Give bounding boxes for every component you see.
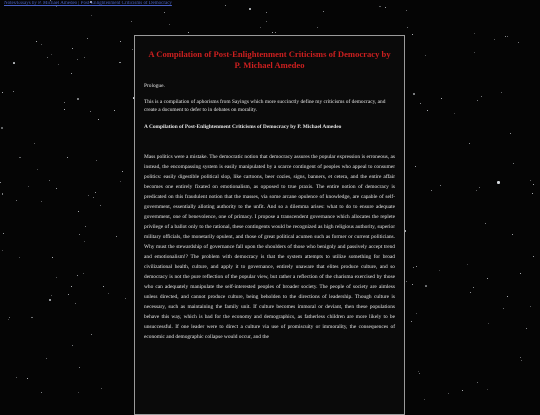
star (412, 34, 413, 35)
star (56, 188, 57, 189)
star (47, 57, 48, 58)
star (120, 41, 121, 42)
star (427, 110, 428, 111)
page-title: A Compilation of Post-Enlightenment Criticisms of Democracy by P. Michael Amedeo (148, 49, 391, 70)
star (41, 44, 42, 45)
star (411, 321, 412, 322)
prologue-label: Prologue. (144, 83, 165, 89)
star (0, 182, 1, 183)
star (31, 317, 33, 319)
star (41, 392, 42, 393)
star (533, 184, 534, 185)
star (416, 266, 417, 267)
star (13, 91, 14, 92)
star (131, 21, 132, 22)
star (119, 62, 121, 64)
star (83, 273, 84, 274)
star (34, 143, 35, 144)
star (72, 48, 73, 49)
star (88, 195, 89, 196)
star (108, 293, 109, 294)
star (415, 166, 416, 167)
star (2, 92, 3, 93)
star (98, 119, 99, 120)
star (431, 190, 432, 191)
star (470, 292, 471, 293)
star (488, 323, 489, 324)
star (164, 12, 165, 13)
star (77, 59, 78, 60)
star (406, 10, 407, 11)
star (275, 32, 276, 33)
star (85, 226, 86, 227)
star (533, 256, 534, 257)
star (505, 36, 506, 37)
star (479, 187, 480, 188)
star (13, 62, 15, 64)
star (532, 193, 533, 194)
star (448, 393, 449, 394)
star (477, 382, 478, 383)
star (503, 308, 504, 309)
star (64, 102, 65, 103)
star (413, 93, 415, 95)
star (512, 234, 513, 235)
star (485, 223, 486, 224)
star (425, 285, 427, 287)
star (323, 11, 324, 12)
star (64, 109, 65, 110)
star (51, 295, 52, 296)
star (526, 328, 527, 329)
star (103, 286, 104, 287)
star (49, 180, 50, 181)
star (28, 186, 29, 187)
star (425, 55, 426, 56)
star (79, 367, 80, 368)
star (416, 313, 417, 314)
star (19, 157, 21, 159)
star (487, 389, 488, 390)
star (75, 303, 76, 304)
star (225, 5, 226, 6)
star (3, 233, 4, 234)
star (52, 257, 54, 259)
star (9, 317, 10, 318)
star (477, 100, 478, 101)
star (68, 294, 69, 295)
star (454, 113, 455, 114)
star (2, 193, 4, 195)
star (67, 157, 68, 158)
star (406, 281, 407, 282)
star (114, 110, 115, 111)
star (473, 287, 474, 288)
star (476, 190, 477, 191)
star (507, 36, 508, 37)
star (77, 275, 78, 276)
star (413, 267, 414, 268)
star (501, 92, 502, 93)
star (16, 377, 17, 378)
breadcrumb-link[interactable]: Notes/Essays by P. Michael Amedeo | Post-Enlightenment Criticisms of Democracy (4, 1, 172, 6)
star (95, 192, 96, 193)
star (420, 103, 421, 104)
star (272, 32, 273, 33)
star (266, 12, 267, 13)
body-paragraph: Mass politics were a mistake. The democratic notion that democracy assures the popular expression is erroneous, as instead, the encompassing system is easily manipulated by a scarce contingent of peoples who appeal to consumer politics: easily digestible political slop, like cartoons, beer cozies, signs, banners, et cetera, and the entire affair becomes one entirely fixated on emotionalism, as opposed to true praxis. The entire notion of democracy is predicated on this fraudulent notion that the masses, via some arcane opulence of knowledge, are capable of self-government, essentially alloting authority to the unfit. And so a dilemma arises: what to do to ensure adequate government, one of benevolence, one of primacy. I propose a transcendent governance which allocates the replete privilege of a ballot only to the rational, these contingents would be recognized as high religious authority, superior military officials, the monetarily opulent, and those of great political acumen such as former or current politicians. Why must the stewardship of governance fall upon the shoulders of those who benignly and passively accept trend and emotionalism!? The problem with democracy is that the system attempts to utilize something for broad civilizational health, culture, and apply it to governance, entirely unaware that elites produce culture, and so democracy is not the pure reflection of the popular view, but rather a reflection of the charisma exercised by those who can adequately manipulate the self-interested peoples of broader society. The people of society are aimless unless directed, and cannot produce culture, being beholden to the directions of leadership. Though culture is necessary, such as maintaining the family unit. If culture becomes immoral or deviant, then these populations behave this way, which is bad for the economy and demographics, as fatherless children are more likely to be unsuccessful. If one leader were to direct a culture via use of promiscuity or immorality, the consequences of economic and demographic collapse would occur, and the (144, 153, 395, 340)
star (249, 8, 251, 10)
star (120, 181, 121, 182)
star (122, 171, 123, 172)
star (497, 181, 499, 183)
star (260, 27, 261, 28)
star (8, 319, 9, 320)
star (418, 371, 419, 372)
star (513, 163, 514, 164)
star (49, 299, 51, 301)
star (1, 127, 3, 129)
star (91, 334, 92, 335)
star (37, 169, 38, 170)
star (379, 6, 381, 8)
star (51, 54, 52, 55)
star (78, 211, 79, 212)
star (474, 52, 475, 53)
star (530, 180, 531, 181)
star (507, 296, 508, 297)
star (481, 96, 482, 97)
star (266, 21, 267, 22)
star (72, 345, 73, 346)
star (41, 201, 42, 202)
star (440, 185, 441, 186)
star (494, 39, 495, 40)
star (530, 306, 531, 307)
star (84, 57, 85, 58)
star (317, 27, 318, 28)
star (462, 390, 463, 391)
star (521, 360, 522, 361)
star (419, 373, 420, 374)
star (93, 197, 94, 198)
star (441, 98, 442, 99)
star (96, 160, 97, 161)
star (79, 234, 80, 235)
content-panel (134, 35, 405, 415)
star (71, 73, 72, 74)
intro-paragraph: This is a compilation of aphorisms from Sayings which more succinctly define my criticisms of democracy, and create a document to defer to in debates on morality. (144, 99, 386, 114)
star (84, 241, 85, 242)
star (58, 64, 59, 65)
star (87, 38, 88, 39)
star (27, 378, 28, 379)
star (100, 205, 101, 206)
star (36, 41, 37, 42)
section-heading: A Compilation of Post-Enlightenment Criticisms of Democracy by P. Michael Amedeo (144, 123, 342, 130)
star (518, 42, 519, 43)
star (19, 257, 20, 258)
star (116, 236, 117, 237)
star (510, 133, 511, 134)
star (78, 392, 79, 393)
star (520, 273, 521, 274)
star (474, 33, 475, 34)
star (56, 277, 57, 278)
star (412, 284, 413, 285)
star (2, 250, 3, 251)
star (188, 32, 189, 33)
star (90, 111, 91, 112)
star (16, 200, 17, 201)
star (101, 388, 102, 389)
star (169, 24, 170, 25)
star (439, 270, 440, 271)
star (46, 358, 47, 359)
star (469, 143, 470, 144)
star (77, 98, 79, 100)
star (520, 357, 521, 358)
star (91, 15, 92, 16)
star (487, 278, 488, 279)
star (71, 286, 72, 287)
star (424, 399, 425, 400)
star (467, 264, 468, 265)
star (407, 27, 408, 28)
star (132, 49, 133, 50)
star (385, 7, 386, 8)
star (125, 298, 126, 299)
